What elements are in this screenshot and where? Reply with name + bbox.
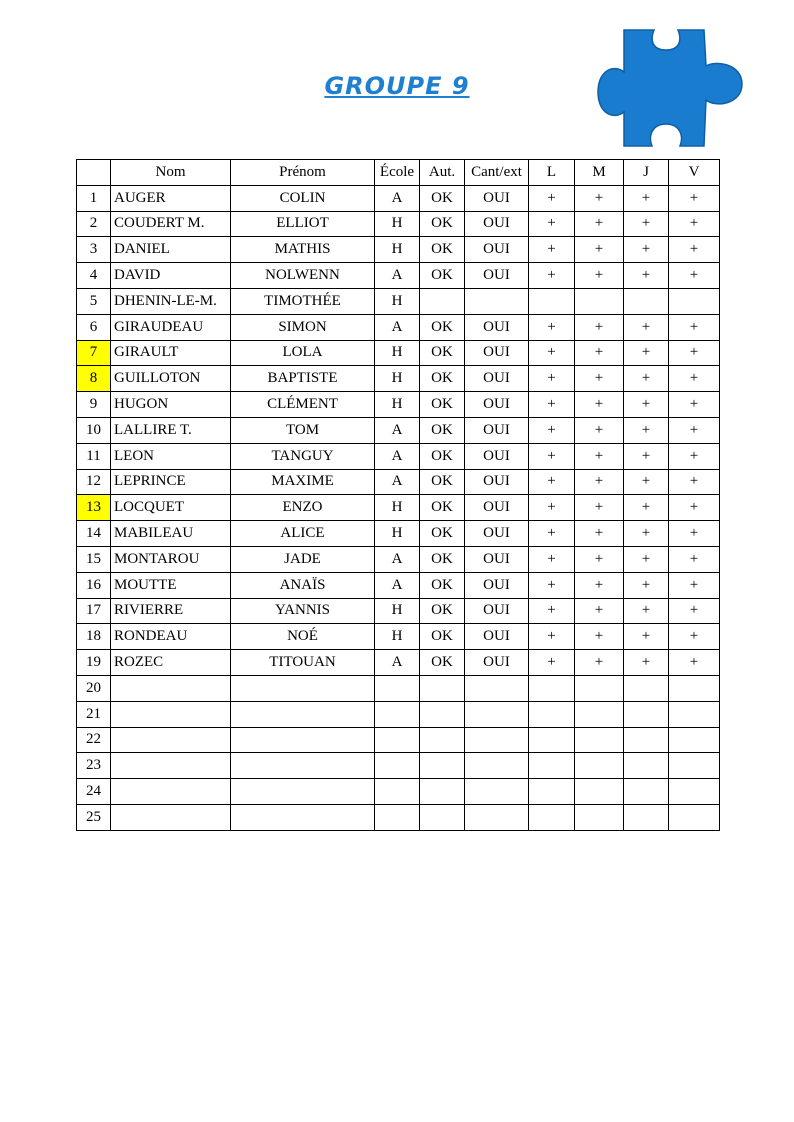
cell-aut: OK xyxy=(420,546,465,572)
cell-ecole: H xyxy=(375,521,420,547)
cell-cant-ext xyxy=(465,804,529,830)
cell-ecole: H xyxy=(375,288,420,314)
row-number: 18 xyxy=(77,624,111,650)
cell-l: + xyxy=(529,443,575,469)
cell-v: + xyxy=(669,546,720,572)
cell-ecole: A xyxy=(375,314,420,340)
cell-prenom: TITOUAN xyxy=(231,650,375,676)
cell-ecole: H xyxy=(375,366,420,392)
cell-ecole xyxy=(375,804,420,830)
cell-j xyxy=(624,727,669,753)
cell-v: + xyxy=(669,392,720,418)
cell-nom: AUGER xyxy=(111,185,231,211)
cell-m: + xyxy=(575,598,624,624)
cell-l: + xyxy=(529,314,575,340)
header-v: V xyxy=(669,160,720,186)
cell-prenom: ALICE xyxy=(231,521,375,547)
header-cant-ext: Cant/ext xyxy=(465,160,529,186)
cell-m: + xyxy=(575,495,624,521)
cell-ecole: H xyxy=(375,495,420,521)
cell-prenom xyxy=(231,701,375,727)
cell-ecole xyxy=(375,779,420,805)
cell-v: + xyxy=(669,598,720,624)
header-num xyxy=(77,160,111,186)
cell-nom: RONDEAU xyxy=(111,624,231,650)
cell-v: + xyxy=(669,417,720,443)
cell-l: + xyxy=(529,624,575,650)
cell-aut xyxy=(420,804,465,830)
cell-cant-ext: OUI xyxy=(465,314,529,340)
cell-m: + xyxy=(575,624,624,650)
row-number: 5 xyxy=(77,288,111,314)
cell-cant-ext: OUI xyxy=(465,495,529,521)
cell-prenom: JADE xyxy=(231,546,375,572)
cell-j: + xyxy=(624,650,669,676)
table-row xyxy=(77,521,720,547)
cell-aut: OK xyxy=(420,211,465,237)
row-number: 4 xyxy=(77,263,111,289)
cell-nom: DANIEL xyxy=(111,237,231,263)
cell-aut: OK xyxy=(420,650,465,676)
cell-prenom: NOLWENN xyxy=(231,263,375,289)
cell-cant-ext xyxy=(465,288,529,314)
cell-ecole: A xyxy=(375,185,420,211)
cell-ecole: H xyxy=(375,237,420,263)
cell-aut: OK xyxy=(420,185,465,211)
cell-j xyxy=(624,753,669,779)
row-number: 10 xyxy=(77,417,111,443)
header-row xyxy=(77,160,720,186)
cell-aut: OK xyxy=(420,263,465,289)
cell-v xyxy=(669,701,720,727)
cell-l xyxy=(529,701,575,727)
cell-prenom: TIMOTHÉE xyxy=(231,288,375,314)
row-number: 21 xyxy=(77,701,111,727)
cell-m: + xyxy=(575,546,624,572)
cell-l: + xyxy=(529,340,575,366)
table-row xyxy=(77,753,720,779)
table-row xyxy=(77,417,720,443)
cell-nom: HUGON xyxy=(111,392,231,418)
cell-aut: OK xyxy=(420,521,465,547)
table-row xyxy=(77,598,720,624)
cell-aut: OK xyxy=(420,237,465,263)
row-number: 13 xyxy=(77,495,111,521)
cell-prenom: BAPTISTE xyxy=(231,366,375,392)
cell-v xyxy=(669,727,720,753)
cell-v xyxy=(669,288,720,314)
cell-nom xyxy=(111,753,231,779)
cell-v: + xyxy=(669,650,720,676)
cell-m: + xyxy=(575,572,624,598)
table-row xyxy=(77,340,720,366)
cell-prenom: LOLA xyxy=(231,340,375,366)
cell-cant-ext: OUI xyxy=(465,572,529,598)
cell-cant-ext: OUI xyxy=(465,624,529,650)
cell-prenom xyxy=(231,779,375,805)
puzzle-piece-icon xyxy=(596,26,744,150)
header-j: J xyxy=(624,160,669,186)
cell-v xyxy=(669,804,720,830)
cell-cant-ext: OUI xyxy=(465,443,529,469)
cell-v: + xyxy=(669,314,720,340)
cell-m: + xyxy=(575,521,624,547)
cell-m xyxy=(575,288,624,314)
cell-ecole xyxy=(375,701,420,727)
cell-cant-ext xyxy=(465,727,529,753)
cell-j xyxy=(624,701,669,727)
cell-j: + xyxy=(624,392,669,418)
cell-j: + xyxy=(624,469,669,495)
cell-ecole xyxy=(375,675,420,701)
header-m: M xyxy=(575,160,624,186)
table-row xyxy=(77,495,720,521)
cell-l: + xyxy=(529,211,575,237)
row-number: 6 xyxy=(77,314,111,340)
cell-cant-ext: OUI xyxy=(465,263,529,289)
cell-aut: OK xyxy=(420,598,465,624)
cell-l: + xyxy=(529,366,575,392)
cell-ecole: A xyxy=(375,443,420,469)
cell-j xyxy=(624,675,669,701)
cell-l: + xyxy=(529,469,575,495)
cell-aut: OK xyxy=(420,340,465,366)
header-prenom: Prénom xyxy=(231,160,375,186)
table-row xyxy=(77,650,720,676)
cell-cant-ext xyxy=(465,753,529,779)
cell-m: + xyxy=(575,185,624,211)
cell-prenom: TANGUY xyxy=(231,443,375,469)
cell-ecole: H xyxy=(375,340,420,366)
cell-m: + xyxy=(575,314,624,340)
cell-j: + xyxy=(624,340,669,366)
cell-prenom xyxy=(231,727,375,753)
cell-cant-ext: OUI xyxy=(465,211,529,237)
cell-l: + xyxy=(529,495,575,521)
cell-nom: LALLIRE T. xyxy=(111,417,231,443)
cell-ecole: A xyxy=(375,546,420,572)
table-row xyxy=(77,804,720,830)
cell-v: + xyxy=(669,366,720,392)
row-number: 1 xyxy=(77,185,111,211)
cell-m: + xyxy=(575,366,624,392)
table-row xyxy=(77,727,720,753)
table-row xyxy=(77,366,720,392)
table-row xyxy=(77,314,720,340)
cell-aut: OK xyxy=(420,469,465,495)
table-row xyxy=(77,546,720,572)
cell-v xyxy=(669,675,720,701)
cell-aut xyxy=(420,753,465,779)
cell-m xyxy=(575,675,624,701)
cell-v: + xyxy=(669,495,720,521)
table-row xyxy=(77,185,720,211)
cell-cant-ext: OUI xyxy=(465,650,529,676)
row-number: 19 xyxy=(77,650,111,676)
cell-m: + xyxy=(575,237,624,263)
cell-j: + xyxy=(624,314,669,340)
cell-v: + xyxy=(669,572,720,598)
cell-j: + xyxy=(624,546,669,572)
cell-l: + xyxy=(529,417,575,443)
cell-j: + xyxy=(624,521,669,547)
cell-aut: OK xyxy=(420,495,465,521)
cell-m: + xyxy=(575,469,624,495)
cell-nom xyxy=(111,727,231,753)
cell-aut: OK xyxy=(420,624,465,650)
page-title: GROUPE 9 xyxy=(324,72,470,100)
table-row xyxy=(77,701,720,727)
cell-l xyxy=(529,675,575,701)
cell-m xyxy=(575,753,624,779)
row-number: 17 xyxy=(77,598,111,624)
cell-m: + xyxy=(575,340,624,366)
cell-nom: GIRAUDEAU xyxy=(111,314,231,340)
header-nom: Nom xyxy=(111,160,231,186)
cell-ecole: H xyxy=(375,392,420,418)
table-row xyxy=(77,675,720,701)
cell-cant-ext xyxy=(465,701,529,727)
table-row xyxy=(77,263,720,289)
cell-aut xyxy=(420,727,465,753)
table-row xyxy=(77,572,720,598)
cell-ecole: A xyxy=(375,572,420,598)
cell-cant-ext: OUI xyxy=(465,598,529,624)
row-number: 24 xyxy=(77,779,111,805)
cell-j: + xyxy=(624,237,669,263)
cell-nom: LEPRINCE xyxy=(111,469,231,495)
cell-prenom: ANAÏS xyxy=(231,572,375,598)
cell-aut: OK xyxy=(420,366,465,392)
cell-nom: DHENIN-LE-M. xyxy=(111,288,231,314)
cell-nom: MABILEAU xyxy=(111,521,231,547)
row-number: 16 xyxy=(77,572,111,598)
cell-l: + xyxy=(529,263,575,289)
cell-nom: ROZEC xyxy=(111,650,231,676)
cell-v: + xyxy=(669,237,720,263)
row-number: 14 xyxy=(77,521,111,547)
row-number: 25 xyxy=(77,804,111,830)
row-number: 7 xyxy=(77,340,111,366)
cell-j: + xyxy=(624,495,669,521)
cell-v: + xyxy=(669,185,720,211)
cell-nom: MOUTTE xyxy=(111,572,231,598)
cell-prenom xyxy=(231,675,375,701)
cell-l: + xyxy=(529,521,575,547)
table-row xyxy=(77,779,720,805)
cell-nom xyxy=(111,701,231,727)
cell-cant-ext: OUI xyxy=(465,546,529,572)
cell-j: + xyxy=(624,263,669,289)
cell-m xyxy=(575,701,624,727)
row-number: 22 xyxy=(77,727,111,753)
cell-cant-ext: OUI xyxy=(465,392,529,418)
cell-cant-ext: OUI xyxy=(465,521,529,547)
cell-j: + xyxy=(624,417,669,443)
row-number: 3 xyxy=(77,237,111,263)
cell-l: + xyxy=(529,572,575,598)
header-ecole: École xyxy=(375,160,420,186)
cell-v: + xyxy=(669,263,720,289)
cell-m: + xyxy=(575,392,624,418)
row-number: 15 xyxy=(77,546,111,572)
table-row xyxy=(77,624,720,650)
cell-j: + xyxy=(624,211,669,237)
cell-nom: GUILLOTON xyxy=(111,366,231,392)
row-number: 12 xyxy=(77,469,111,495)
cell-prenom: ELLIOT xyxy=(231,211,375,237)
cell-prenom xyxy=(231,804,375,830)
cell-ecole: H xyxy=(375,211,420,237)
table-row xyxy=(77,392,720,418)
cell-prenom: ENZO xyxy=(231,495,375,521)
cell-aut xyxy=(420,701,465,727)
header-l: L xyxy=(529,160,575,186)
cell-prenom: CLÉMENT xyxy=(231,392,375,418)
cell-nom: LEON xyxy=(111,443,231,469)
cell-l xyxy=(529,804,575,830)
cell-nom: GIRAULT xyxy=(111,340,231,366)
row-number: 9 xyxy=(77,392,111,418)
cell-cant-ext xyxy=(465,675,529,701)
row-number: 2 xyxy=(77,211,111,237)
cell-prenom: MATHIS xyxy=(231,237,375,263)
cell-v: + xyxy=(669,469,720,495)
cell-nom: LOCQUET xyxy=(111,495,231,521)
cell-ecole: A xyxy=(375,417,420,443)
cell-v: + xyxy=(669,443,720,469)
cell-l: + xyxy=(529,546,575,572)
cell-aut: OK xyxy=(420,572,465,598)
cell-v: + xyxy=(669,521,720,547)
cell-ecole xyxy=(375,753,420,779)
cell-l: + xyxy=(529,598,575,624)
header-aut: Aut. xyxy=(420,160,465,186)
cell-m: + xyxy=(575,443,624,469)
cell-cant-ext: OUI xyxy=(465,237,529,263)
cell-m xyxy=(575,727,624,753)
cell-cant-ext: OUI xyxy=(465,417,529,443)
cell-j: + xyxy=(624,443,669,469)
table-row xyxy=(77,288,720,314)
cell-prenom: TOM xyxy=(231,417,375,443)
cell-m: + xyxy=(575,211,624,237)
cell-nom xyxy=(111,804,231,830)
cell-j: + xyxy=(624,185,669,211)
cell-ecole: A xyxy=(375,650,420,676)
cell-l xyxy=(529,779,575,805)
cell-m xyxy=(575,779,624,805)
student-table xyxy=(76,159,720,831)
cell-ecole xyxy=(375,727,420,753)
cell-nom: RIVIERRE xyxy=(111,598,231,624)
cell-aut xyxy=(420,675,465,701)
cell-cant-ext xyxy=(465,779,529,805)
cell-j xyxy=(624,288,669,314)
cell-ecole: A xyxy=(375,469,420,495)
cell-prenom: SIMON xyxy=(231,314,375,340)
cell-nom: MONTAROU xyxy=(111,546,231,572)
row-number: 11 xyxy=(77,443,111,469)
cell-l: + xyxy=(529,237,575,263)
cell-nom xyxy=(111,779,231,805)
table-row xyxy=(77,469,720,495)
cell-aut xyxy=(420,288,465,314)
cell-aut: OK xyxy=(420,417,465,443)
cell-aut: OK xyxy=(420,443,465,469)
cell-l: + xyxy=(529,650,575,676)
cell-prenom xyxy=(231,753,375,779)
cell-ecole: A xyxy=(375,263,420,289)
cell-nom xyxy=(111,675,231,701)
cell-prenom: MAXIME xyxy=(231,469,375,495)
cell-v xyxy=(669,753,720,779)
cell-ecole: H xyxy=(375,598,420,624)
table-row xyxy=(77,237,720,263)
cell-m: + xyxy=(575,417,624,443)
cell-cant-ext: OUI xyxy=(465,340,529,366)
cell-v: + xyxy=(669,211,720,237)
cell-j: + xyxy=(624,366,669,392)
cell-j: + xyxy=(624,598,669,624)
cell-cant-ext: OUI xyxy=(465,185,529,211)
row-number: 20 xyxy=(77,675,111,701)
cell-m xyxy=(575,804,624,830)
cell-prenom: NOÉ xyxy=(231,624,375,650)
cell-v: + xyxy=(669,624,720,650)
row-number: 8 xyxy=(77,366,111,392)
cell-v xyxy=(669,779,720,805)
cell-nom: DAVID xyxy=(111,263,231,289)
cell-prenom: COLIN xyxy=(231,185,375,211)
table-row xyxy=(77,211,720,237)
cell-j xyxy=(624,804,669,830)
table-row xyxy=(77,443,720,469)
cell-prenom: YANNIS xyxy=(231,598,375,624)
cell-l xyxy=(529,727,575,753)
cell-nom: COUDERT M. xyxy=(111,211,231,237)
cell-cant-ext: OUI xyxy=(465,469,529,495)
row-number: 23 xyxy=(77,753,111,779)
cell-l: + xyxy=(529,185,575,211)
cell-m: + xyxy=(575,650,624,676)
cell-j: + xyxy=(624,624,669,650)
cell-m: + xyxy=(575,263,624,289)
cell-l: + xyxy=(529,392,575,418)
cell-aut: OK xyxy=(420,314,465,340)
cell-j: + xyxy=(624,572,669,598)
cell-cant-ext: OUI xyxy=(465,366,529,392)
cell-aut: OK xyxy=(420,392,465,418)
cell-l xyxy=(529,753,575,779)
cell-ecole: H xyxy=(375,624,420,650)
cell-l xyxy=(529,288,575,314)
cell-aut xyxy=(420,779,465,805)
cell-v: + xyxy=(669,340,720,366)
cell-j xyxy=(624,779,669,805)
